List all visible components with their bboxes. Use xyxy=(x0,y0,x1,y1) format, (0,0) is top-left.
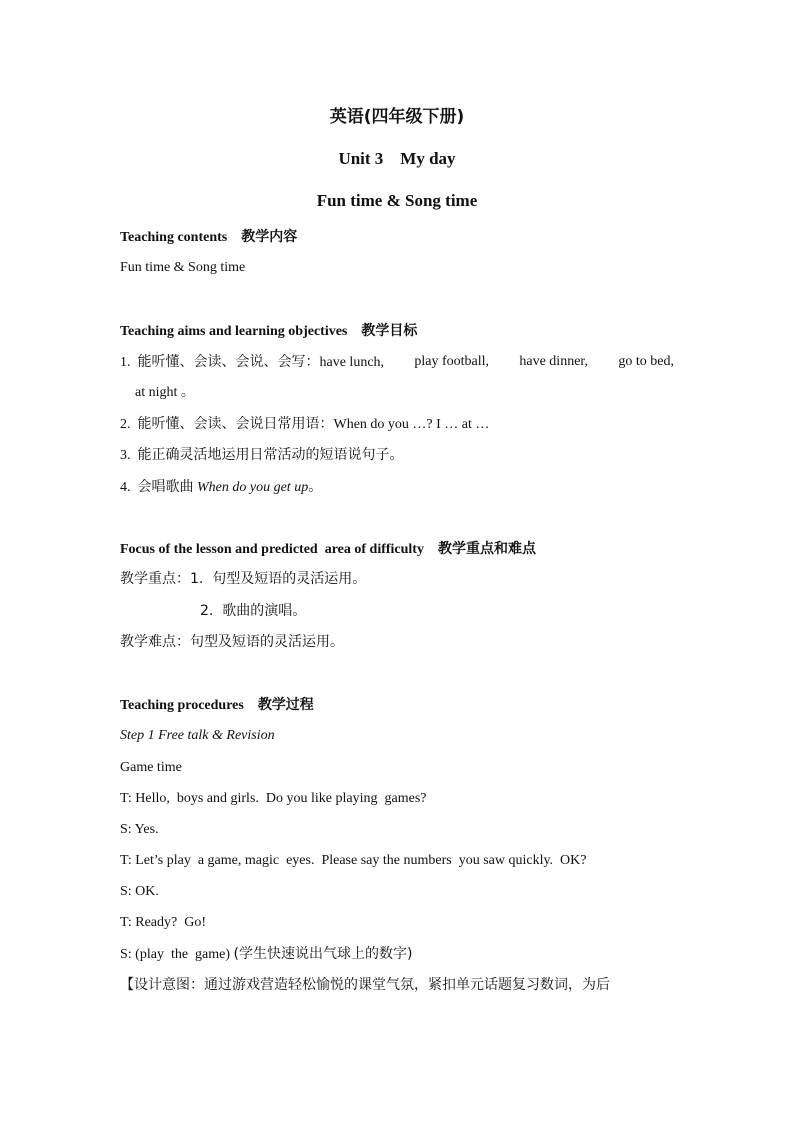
dialogue-line-6: S: (play the game) (学生快速说出气球上的数字) xyxy=(120,946,413,962)
contents-heading: Teaching contents 教学内容 xyxy=(120,229,298,245)
design-intent: 【设计意图：通过游戏营造轻松愉悦的课堂气氛，紧扣单元话题复习数词，为后 xyxy=(120,977,610,993)
focus-difficulty: 教学难点：句型及短语的灵活运用。 xyxy=(120,634,344,650)
aim-item-4: 4. 会唱歌曲 When do you get up。 xyxy=(120,479,323,495)
step-1-title: Step 1 Free talk & Revision xyxy=(120,728,275,743)
game-time: Game time xyxy=(120,760,182,775)
dialogue-line-3: T: Let’s play a game, magic eyes. Please say the numbers you saw quickly. OK? xyxy=(120,853,587,868)
aim-item-1-continuation: at night 。 xyxy=(135,385,195,400)
subject-title: 英语(四年级下册) xyxy=(329,107,465,127)
unit-title: Unit 3 My day xyxy=(338,149,456,168)
focus-key-2: 2. 歌曲的演唱。 xyxy=(200,603,307,619)
dialogue-line-2: S: Yes. xyxy=(120,822,159,837)
aims-heading: Teaching aims and learning objectives 教学目标 xyxy=(120,323,418,339)
dialogue-line-1: T: Hello, boys and girls. Do you like playing games? xyxy=(120,791,427,806)
section-title: Fun time & Song time xyxy=(316,191,478,210)
aim-item-1: 1. 能听懂、会读、会说、会写：have lunch, play football, have dinner, go to bed, xyxy=(120,354,674,370)
aim-item-2: 2. 能听懂、会读、会说日常用语：When do you …? I … at … xyxy=(120,416,490,432)
contents-text: Fun time & Song time xyxy=(120,260,246,275)
dialogue-line-5: T: Ready? Go! xyxy=(120,915,206,930)
aim-item-3: 3. 能正确灵活地运用日常活动的短语说句子。 xyxy=(120,447,404,463)
focus-heading: Focus of the lesson and predicted area of difficulty 教学重点和难点 xyxy=(120,541,536,557)
focus-key-1: 教学重点：1. 句型及短语的灵活运用。 xyxy=(120,571,367,587)
procedures-heading: Teaching procedures 教学过程 xyxy=(120,697,314,713)
dialogue-line-4: S: OK. xyxy=(120,884,159,899)
